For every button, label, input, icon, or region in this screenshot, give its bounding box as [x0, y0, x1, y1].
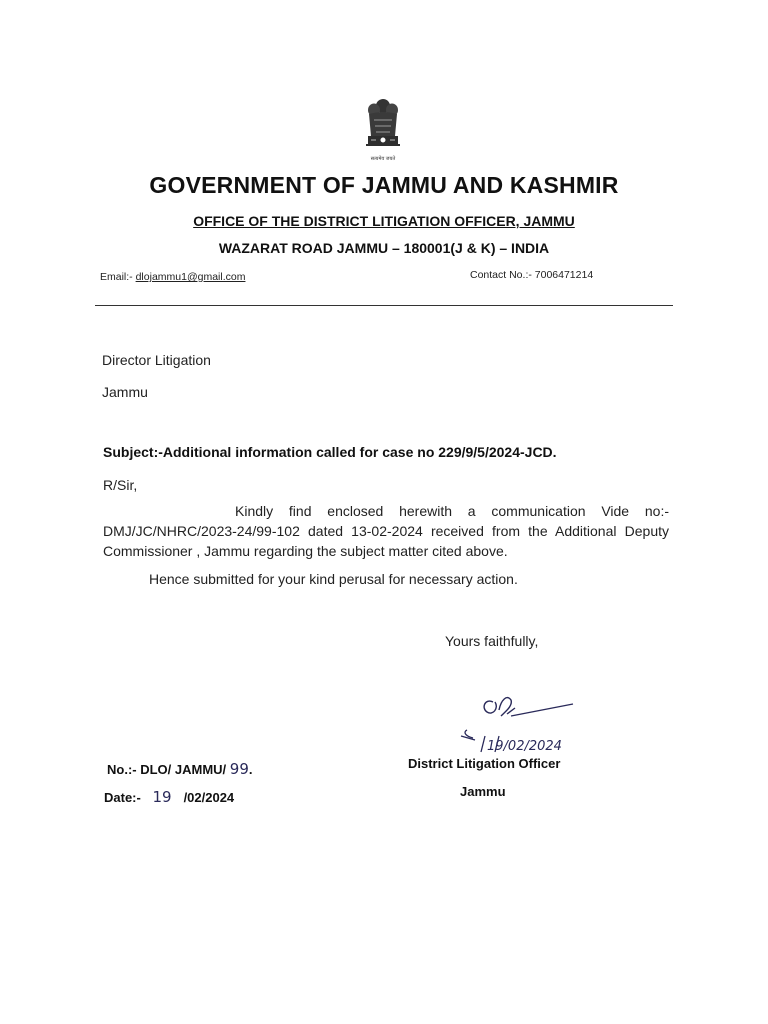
- office-name: OFFICE OF THE DISTRICT LITIGATION OFFICER, JAMMU: [193, 213, 575, 229]
- government-title: GOVERNMENT OF JAMMU AND KASHMIR: [149, 172, 619, 198]
- recipient-title: Director Litigation: [102, 352, 211, 368]
- reference-date: [104, 788, 234, 806]
- signature-graphic: [455, 690, 590, 756]
- reference-date-handwritten: 19: [152, 788, 172, 806]
- recipient-place: Jammu: [102, 384, 148, 400]
- state-emblem-icon: [360, 96, 406, 164]
- body-paragraph: [103, 501, 669, 561]
- signatory-place: Jammu: [460, 784, 506, 799]
- signoff: Yours faithfully,: [445, 633, 539, 649]
- signature-date: 19/02/2024: [487, 739, 562, 754]
- emblem-graphic: [360, 96, 406, 164]
- reference-date-label: Date:-: [104, 790, 141, 805]
- handwritten-signature: [455, 690, 590, 756]
- salutation: R/Sir,: [103, 477, 138, 493]
- reference-number-label: No.:- DLO/ JAMMU/: [107, 762, 227, 777]
- office-address: WAZARAT ROAD JAMMU – 180001(J & K) – INDIA: [218, 240, 550, 256]
- reference-date-suffix: /02/2024: [183, 790, 235, 805]
- body-text: Kindly find enclosed herewith a communication Vide no:- DMJ/JC/NHRC/2023-24/99-102 dated 13-02-2024 received from the Additional Deputy Commissioner , Jammu regarding the subject matter cited above.: [103, 503, 669, 559]
- email-line: [100, 271, 245, 283]
- closing-line: Hence submitted for your kind perusal for necessary action.: [149, 571, 518, 587]
- emblem-motto: सत्यमेव जयते: [370, 156, 396, 162]
- reference-number-handwritten: 99: [229, 760, 249, 778]
- reference-number: No.:- DLO/ JAMMU/ 99.: [107, 760, 253, 778]
- signatory-designation: District Litigation Officer: [408, 756, 561, 771]
- email-label: Email:-: [100, 271, 136, 283]
- contact-number: Contact No.:- 7006471214: [470, 269, 594, 281]
- subject-line: Subject:-Additional information called for case no 229/9/5/2024-JCD.: [103, 444, 557, 460]
- header-divider: [95, 305, 673, 306]
- email-link[interactable]: dlojammu1@gmail.com: [135, 271, 246, 283]
